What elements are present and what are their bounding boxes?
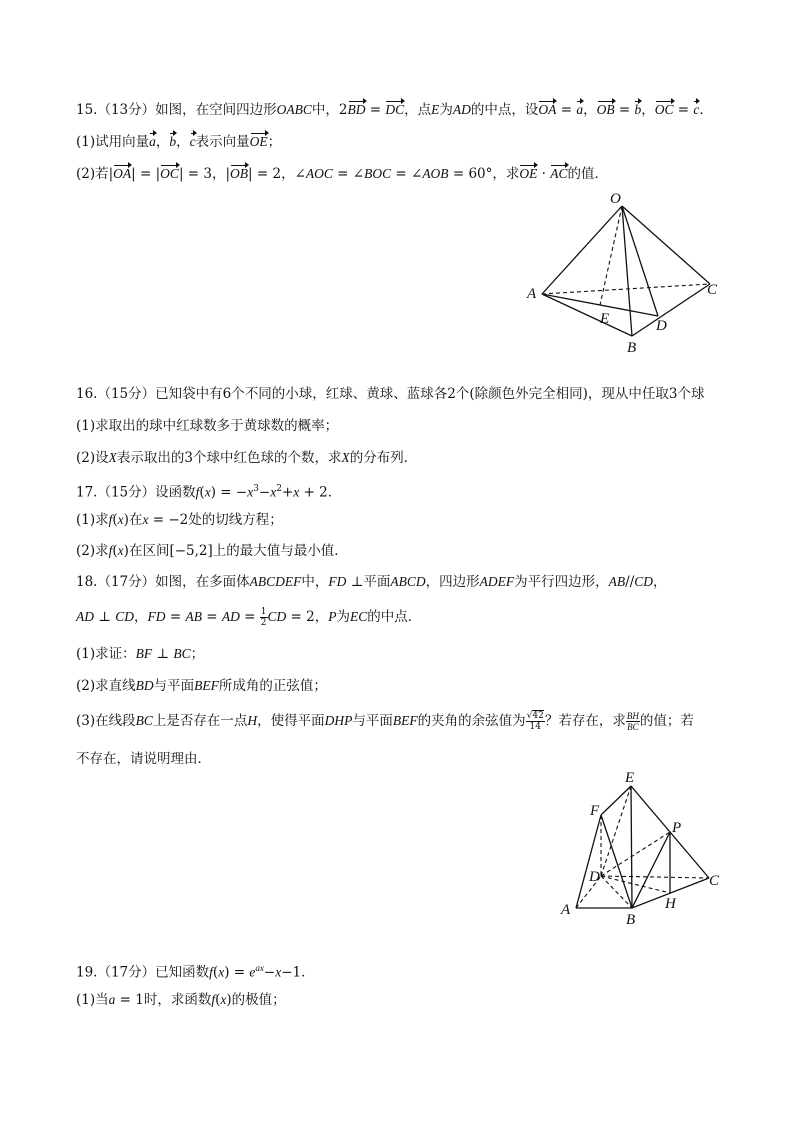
q17-part2: (2)求f(x)在区间[−5,2]上的最大值与最小值． (76, 543, 348, 559)
edge-DE-hidden (601, 786, 631, 876)
q19-head: 19.（17分）已知函数$f(x) = e^{ax}-x-1$． (76, 963, 315, 981)
edge-OE-hidden (600, 206, 622, 305)
edge-AC-hidden (542, 284, 710, 294)
q18-part3-cont: 不存在，请说明理由． (76, 751, 211, 767)
q15-tetrahedron-figure (520, 186, 730, 356)
q16-part1: (1)求取出的球中红球数多于黄球数的概率； (76, 418, 339, 434)
label-C: C (707, 282, 718, 298)
label-B: B (626, 912, 636, 928)
edge-AB (542, 294, 632, 336)
label-A: A (561, 902, 571, 918)
q15-part2: (2)若|OA| = |OC| = 3，|OB| = 2，∠AOC = ∠BOC = ∠AOB = 60°，求OE · AC的值． (76, 166, 609, 182)
edge-OA (542, 206, 622, 294)
q16-head: 16.（15分）已知袋中有6个不同的小球，红球、黄球、蓝球各2个(除颜色外完全相同)，现从中任取3个球 (76, 386, 705, 402)
q17-head: 17.（15分）设函数$f(x) = -x^3-x^2+x + 2$． (76, 484, 342, 501)
edge-OB (622, 206, 632, 336)
q18-conditions: AD ⊥ CD，FD = AB = AD = $\frac{1}{2}$ CD = 2，P为EC的中点． (76, 607, 422, 628)
q19-part1: (1)当a = 1时，求函数f(x)的极值； (76, 992, 286, 1008)
edge-DH-hidden (601, 876, 670, 893)
label-E: E (625, 770, 635, 786)
edge-DC-hidden (601, 876, 709, 878)
label-E: E (600, 311, 610, 327)
q18-head: 18.（17分）如图，在多面体ABCDEF中，FD ⊥平面ABCD，四边形ADEF为平行四边形，AB//CD， (76, 574, 667, 590)
q15-part1: (1)试用向量a，b，c表示向量OE； (76, 134, 282, 150)
edge-EB (631, 786, 632, 908)
q16-part2: (2)设X表示取出的3个球中红色球的个数，求X的分布列． (76, 450, 418, 466)
edge-AF (576, 815, 601, 908)
q18-part1: (1)求证：BF ⊥ BC； (76, 646, 205, 662)
label-O: O (610, 191, 621, 207)
label-D: D (656, 318, 667, 334)
label-B: B (627, 340, 637, 356)
label-P: P (672, 820, 682, 836)
label-F: F (590, 803, 600, 819)
label-H: H (665, 896, 676, 912)
edge-BC (632, 284, 710, 336)
label-C: C (709, 873, 720, 889)
q15-head: 15.（13分）如图，在空间四边形OABC中，2BD = DC，点E为AD的中点，设OA = a，OB = b，OC = c． (76, 102, 713, 118)
q18-polyhedron-figure (552, 768, 732, 928)
label-A: A (527, 286, 537, 302)
q18-part2: (2)求直线BD与平面BEF所成角的正弦值； (76, 678, 327, 694)
label-D: D (589, 869, 600, 885)
q18-part3: (3)在线段BC上是否存在一点H，使得平面DHP与平面BEF的夹角的余弦值为 $\frac{√42}{14}$ ？若存在，求 $\frac{BH}{BC}$ 的值；若 (76, 711, 694, 732)
q17-part1: (1)求f(x)在x = −2处的切线方程； (76, 512, 283, 528)
